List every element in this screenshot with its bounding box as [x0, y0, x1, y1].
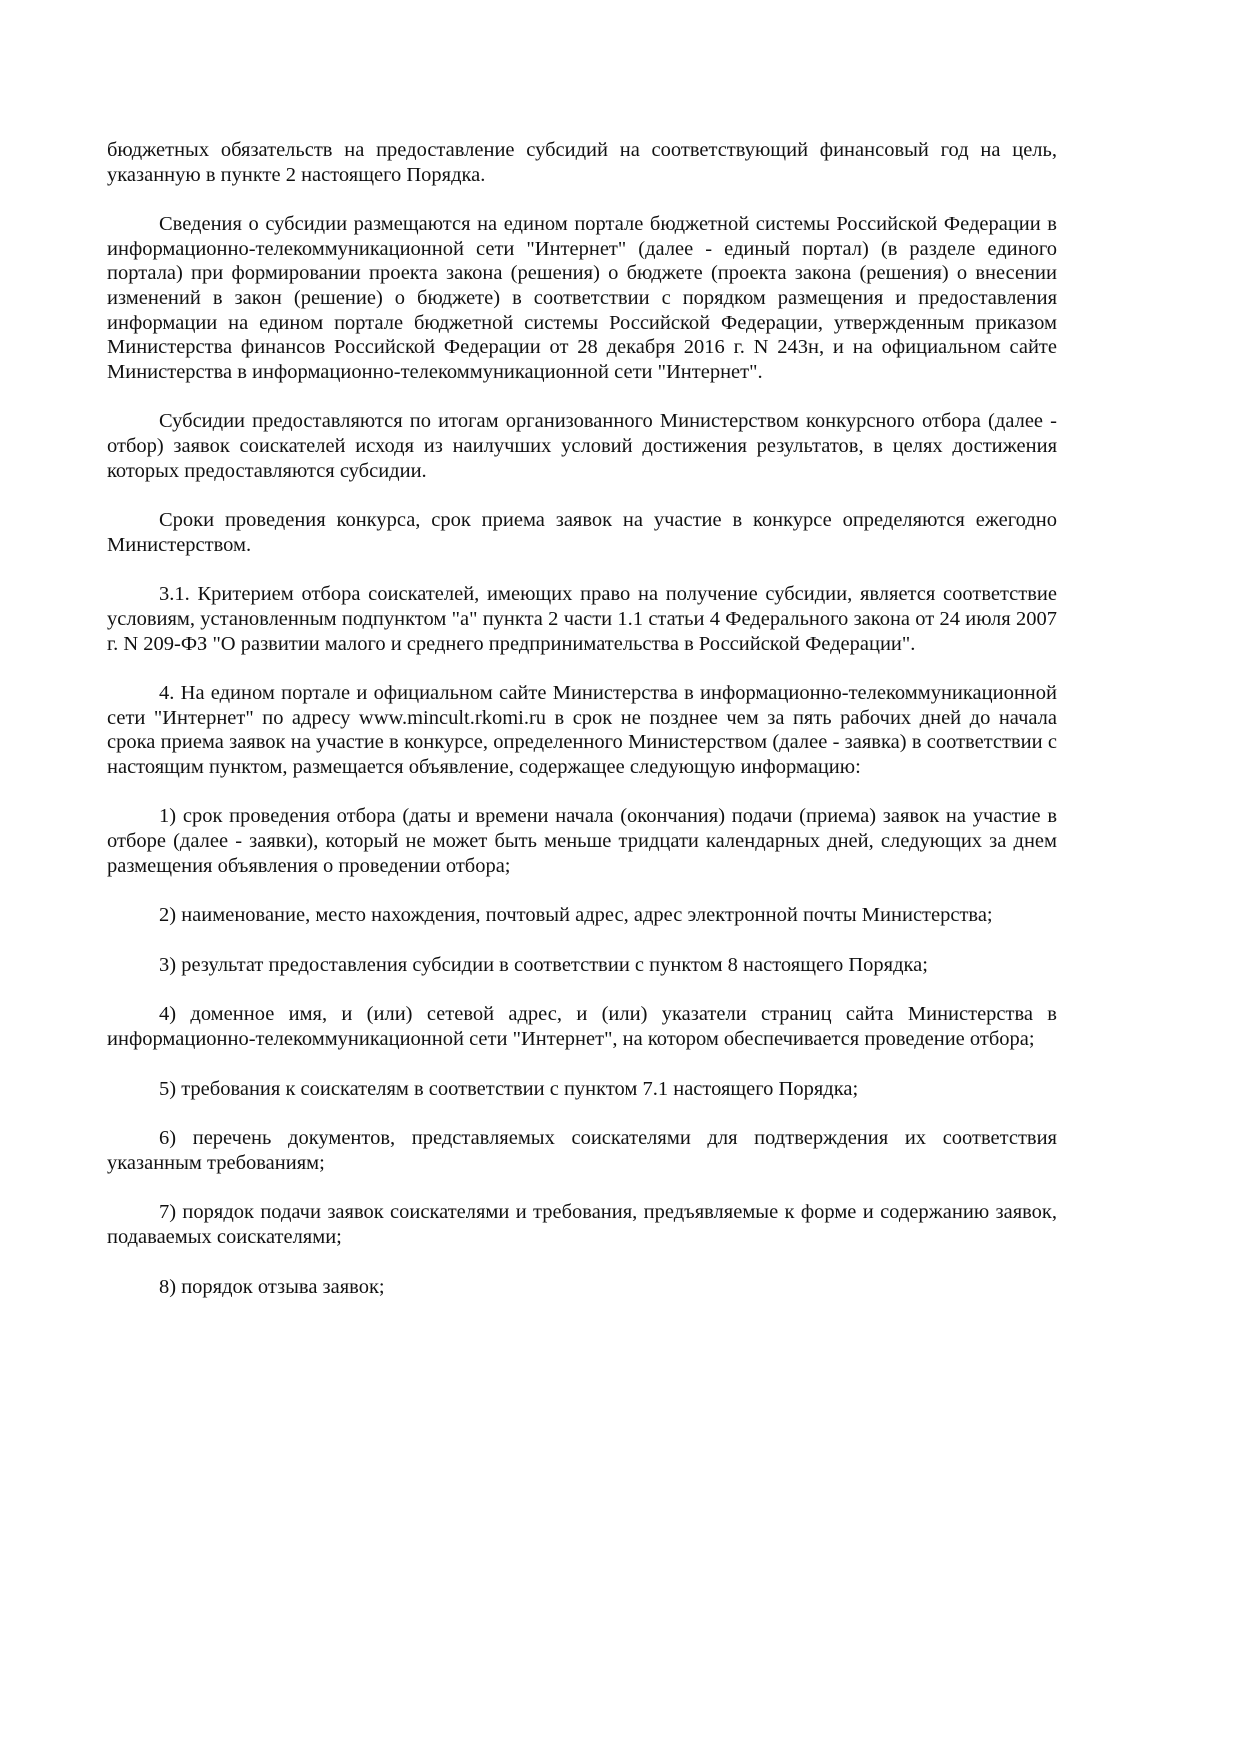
list-item-5-requirements: 5) требования к соискателям в соответствии с пунктом 7.1 настоящего Порядка; [159, 1077, 859, 1100]
paragraph-budget-obligations: бюджетных обязательств на предоставление субсидий на соответствующий финансовый год на цель, указанную в пункте 2 настоящего Порядка. [107, 139, 1057, 186]
list-item-1-selection-period: 1) срок проведения отбора (даты и времени начала (окончания) подачи (приема) заявок на участие в отборе (далее - заявки), который не может быть меньше тридцати календарных дней, следующих за днем размещения объявления о проведении отбора; [107, 805, 1057, 877]
paragraph-3-1-criterion: 3.1. Критерием отбора соискателей, имеющих право на получение субсидии, является соответствие условиям, установленным подпунктом "а" пункта 2 части 1.1 статьи 4 Федерального закона от 24 июля 2007 г. N 209-ФЗ "О развитии малого и среднего предпринимательства в Российской Федерации". [107, 583, 1057, 655]
list-item-6-documents-list: 6) перечень документов, представляемых соискателями для подтверждения их соответствия указанным требованиям; [107, 1127, 1057, 1174]
list-item-4-domain-name: 4) доменное имя, и (или) сетевой адрес, и (или) указатели страниц сайта Министерства в информационно-телекоммуникационной сети "Интернет", на котором обеспечивается проведение отбора; [107, 1003, 1057, 1051]
paragraph-competitive-selection: Субсидии предоставляются по итогам организованного Министерством конкурсного отбора (далее - отбор) заявок соискателей исходя из наилучших условий достижения результатов, в целях достижения которых предоставляются субсидии. [107, 410, 1057, 482]
paragraph-4-announcement: 4. На едином портале и официальном сайте Министерства в информационно-телекоммуникационной сети "Интернет" по адресу www.mincult.rkomi.ru в срок не позднее чем за пять рабочих дней до начала срока приема заявок на участие в конкурсе, определенного Министерством (далее - заявка) в соответствии с настоящим пунктом, размещается объявление, содержащее следующую информацию: [107, 682, 1057, 778]
paragraph-subsidy-info-portal: Сведения о субсидии размещаются на едином портале бюджетной системы Российской Федерации в информационно-телекоммуникационной сети "Интернет" (далее - единый портал) (в разделе единого портала) при формировании проекта закона (решения) о бюджете (проекта закона (решения) о внесении изменений в закон (решение) о бюджете) в соответствии с порядком размещения и предоставления информации на едином портале бюджетной системы Российской Федерации, утвержденным приказом Министерства финансов Российской Федерации от 28 декабря 2016 г. N 243н, и на официальном сайте Министерства в информационно-телекоммуникационной сети "Интернет". [107, 213, 1057, 383]
paragraph-contest-terms: Сроки проведения конкурса, срок приема заявок на участие в конкурсе определяются ежегодно Министерством. [107, 509, 1057, 556]
list-item-2-ministry-details: 2) наименование, место нахождения, почтовый адрес, адрес электронной почты Министерства; [159, 904, 993, 927]
list-item-3-subsidy-result: 3) результат предоставления субсидии в соответствии с пунктом 8 настоящего Порядка; [159, 953, 928, 976]
document-page [107, 138, 1057, 1324]
list-item-8-withdrawal-order: 8) порядок отзыва заявок; [159, 1275, 385, 1298]
list-item-7-submission-order: 7) порядок подачи заявок соискателями и требования, предъявляемые к форме и содержанию заявок, подаваемых соискателями; [107, 1201, 1057, 1248]
